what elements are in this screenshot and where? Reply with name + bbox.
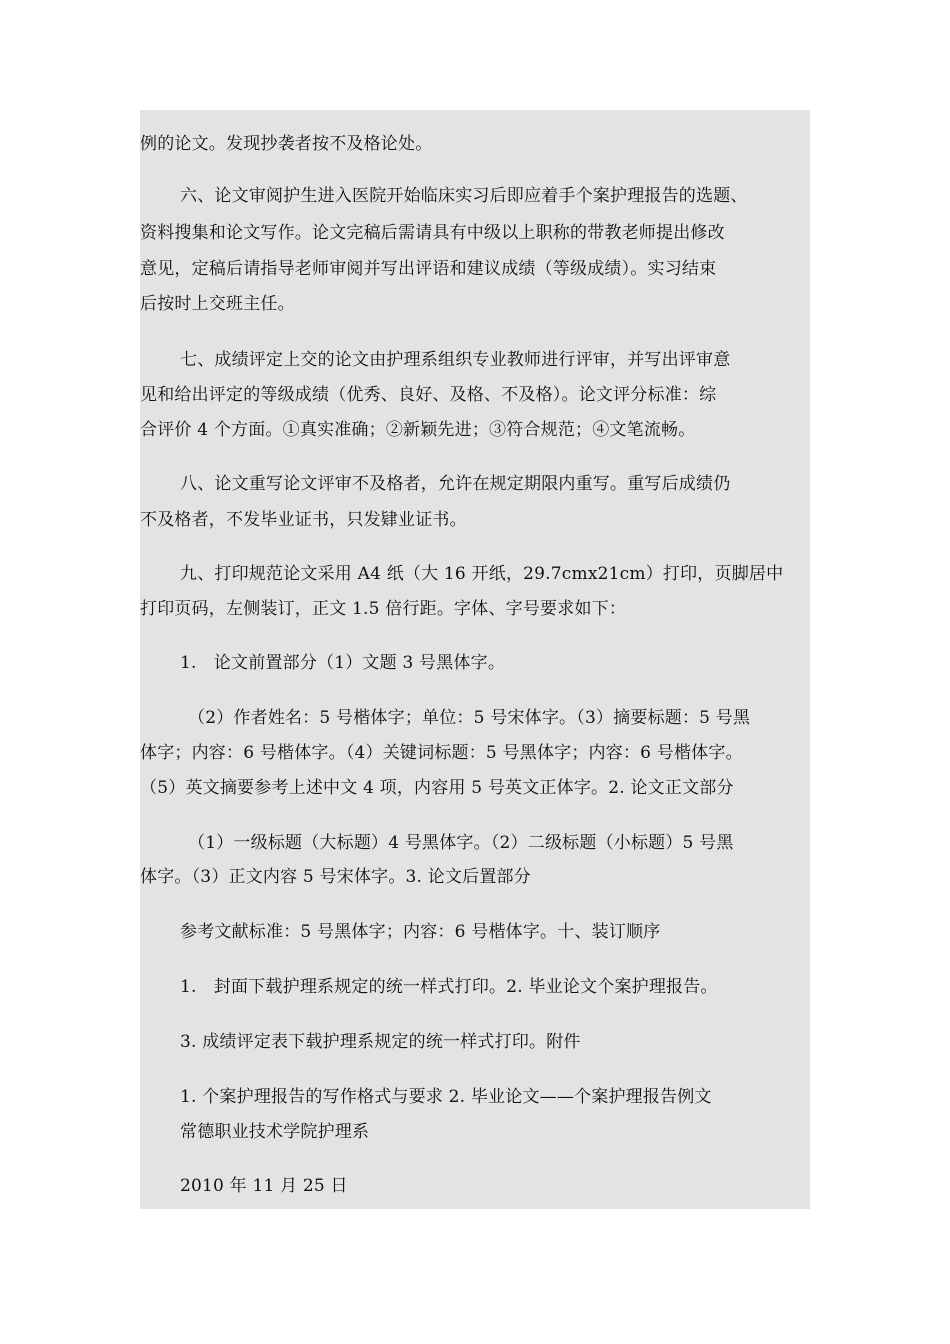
document-body: [140, 110, 810, 1209]
paragraph-line: 见和给出评定的等级成绩（优秀、良好、及格、不及格）。论文评分标准：综: [140, 385, 717, 405]
signature-org: 常德职业技术学院护理系: [180, 1122, 370, 1142]
signature-date: 2010 年 11 月 25 日: [180, 1176, 348, 1196]
paragraph-line: 体字。（3）正文内容 5 号宋体字。3. 论文后置部分: [140, 867, 531, 887]
list-item-line: 1. 论文前置部分（1）文题 3 号黑体字。: [180, 653, 506, 673]
list-item-line: 1. 封面下载护理系规定的统一样式打印。2. 毕业论文个案护理报告。: [180, 977, 718, 997]
paragraph-line: 不及格者，不发毕业证书，只发肄业证书。: [140, 510, 467, 530]
paragraph-line: （5）英文摘要参考上述中文 4 项，内容用 5 号英文正体字。2. 论文正文部分: [140, 778, 734, 798]
list-item-line: 3. 成绩评定表下载护理系规定的统一样式打印。附件: [180, 1032, 581, 1052]
attachment-line: 1. 个案护理报告的写作格式与要求 2. 毕业论文——个案护理报告例文: [180, 1087, 712, 1107]
paragraph-line: （2）作者姓名：5 号楷体字；单位：5 号宋体字。（3）摘要标题：5 号黑: [188, 708, 751, 728]
section-nine-heading-line: 九、打印规范论文采用 A4 纸（大 16 开纸，29.7cmx21cm）打印，页脚居中: [180, 564, 784, 584]
paragraph-line: （1）一级标题（大标题）4 号黑体字。（2）二级标题（小标题）5 号黑: [188, 833, 734, 853]
paragraph-line: 后按时上交班主任。: [140, 294, 295, 314]
paragraph-line: 体字；内容：6 号楷体字。（4）关键词标题：5 号黑体字；内容：6 号楷体字。: [140, 743, 743, 763]
paragraph-line: 参考文献标准：5 号黑体字；内容：6 号楷体字。十、装订顺序: [180, 922, 661, 942]
paragraph-line: 例的论文。发现抄袭者按不及格论处。: [140, 134, 433, 154]
section-seven-heading-line: 七、成绩评定上交的论文由护理系组织专业教师进行评审，并写出评审意: [180, 350, 731, 370]
paragraph-line: 合评价 4 个方面。①真实准确；②新颖先进；③符合规范；④文笔流畅。: [140, 420, 696, 440]
paragraph-line: 意见，定稿后请指导老师审阅并写出评语和建议成绩（等级成绩）。实习结束: [140, 259, 717, 279]
section-six-heading-line: 六、论文审阅护生进入医院开始临床实习后即应着手个案护理报告的选题、: [180, 186, 748, 206]
section-eight-heading-line: 八、论文重写论文评审不及格者，允许在规定期限内重写。重写后成绩仍: [180, 474, 731, 494]
paragraph-line: 打印页码，左侧装订，正文 1.5 倍行距。字体、字号要求如下：: [140, 599, 627, 619]
paragraph-line: 资料搜集和论文写作。论文完稿后需请具有中级以上职称的带教老师提出修改: [140, 223, 725, 243]
